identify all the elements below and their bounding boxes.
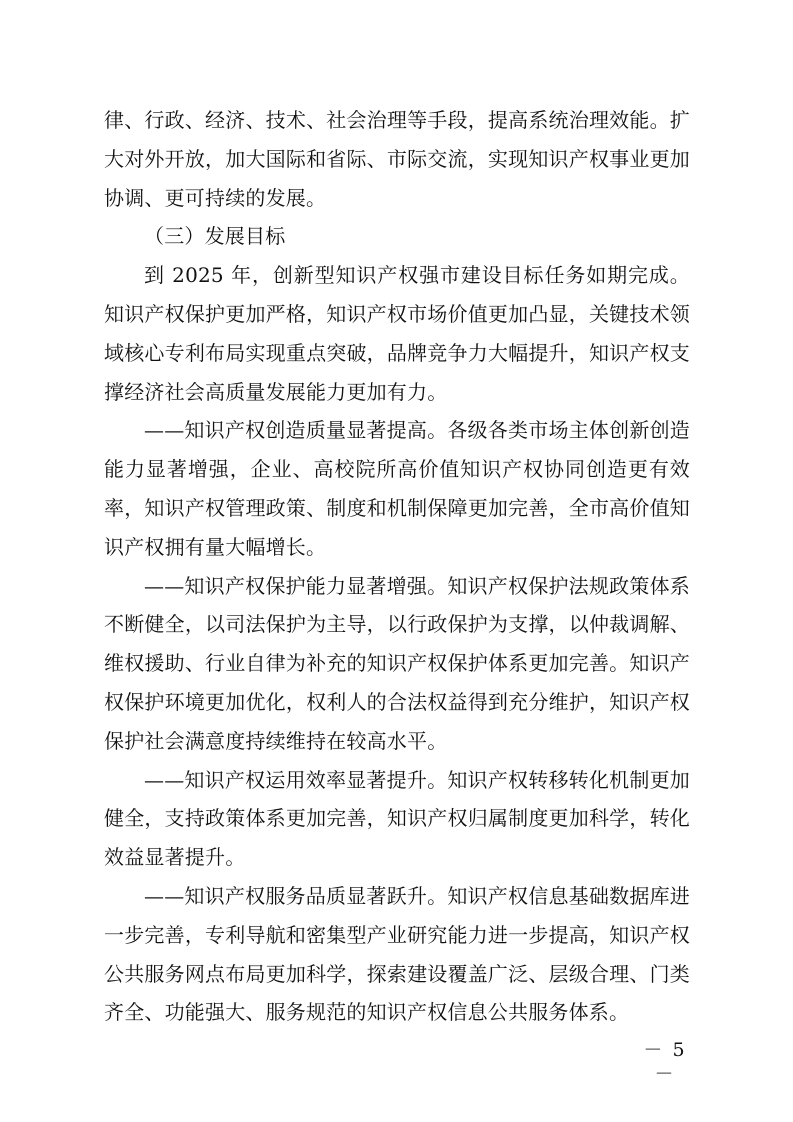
paragraph-continuation: 律、行政、经济、技术、社会治理等手段，提高系统治理效能。扩大对外开放，加大国际和省际、市际交流，实现知识产权事业更加协调、更可持续的发展。 <box>104 108 690 210</box>
paragraph-overall-goal: 到 2025 年，创新型知识产权强市建设目标任务如期完成。知识产权保护更加严格，知识产权市场价值更加凸显，关键技术领域核心专利布局实现重点突破，品牌竞争力大幅提升，知识产权支撑经济社会高质量发展能力更加有力。 <box>104 263 690 404</box>
document-body <box>104 101 690 1032</box>
paragraph-service-quality: ——知识产权服务品质显著跃升。知识产权信息基础数据库进一步完善，专利导航和密集型产业研究能力进一步提高，知识产权公共服务网点布局更加科学，探索建设覆盖广泛、层级合理、门类齐全、功能强大、服务规范的知识产权信息公共服务体系。 <box>104 883 690 1025</box>
paragraph-protection-capability: ——知识产权保护能力显著增强。知识产权保护法规政策体系不断健全，以司法保护为主导，以行政保护为支撑，以仲裁调解、维权援助、行业自律为补充的知识产权保护体系更加完善。知识产权保护环境更加优化，权利人的合法权益得到充分维护，知识产权保护社会满意度持续维持在较高水平。 <box>104 573 690 753</box>
section-heading: （三）发展目标 <box>144 224 286 249</box>
paragraph-utilization-efficiency: ——知识产权运用效率显著提升。知识产权转移转化机制更加健全，支持政策体系更加完善，知识产权归属制度更加科学，转化效益显著提升。 <box>104 767 690 870</box>
paragraph-creation-quality: ——知识产权创造质量显著提高。各级各类市场主体创新创造能力显著增强，企业、高校院所高价值知识产权协同创造更有效率，知识产权管理政策、制度和机制保障更加完善，全市高价值知识产权拥有量大幅增长。 <box>104 418 690 559</box>
page-number: － 5 － <box>643 1039 687 1085</box>
